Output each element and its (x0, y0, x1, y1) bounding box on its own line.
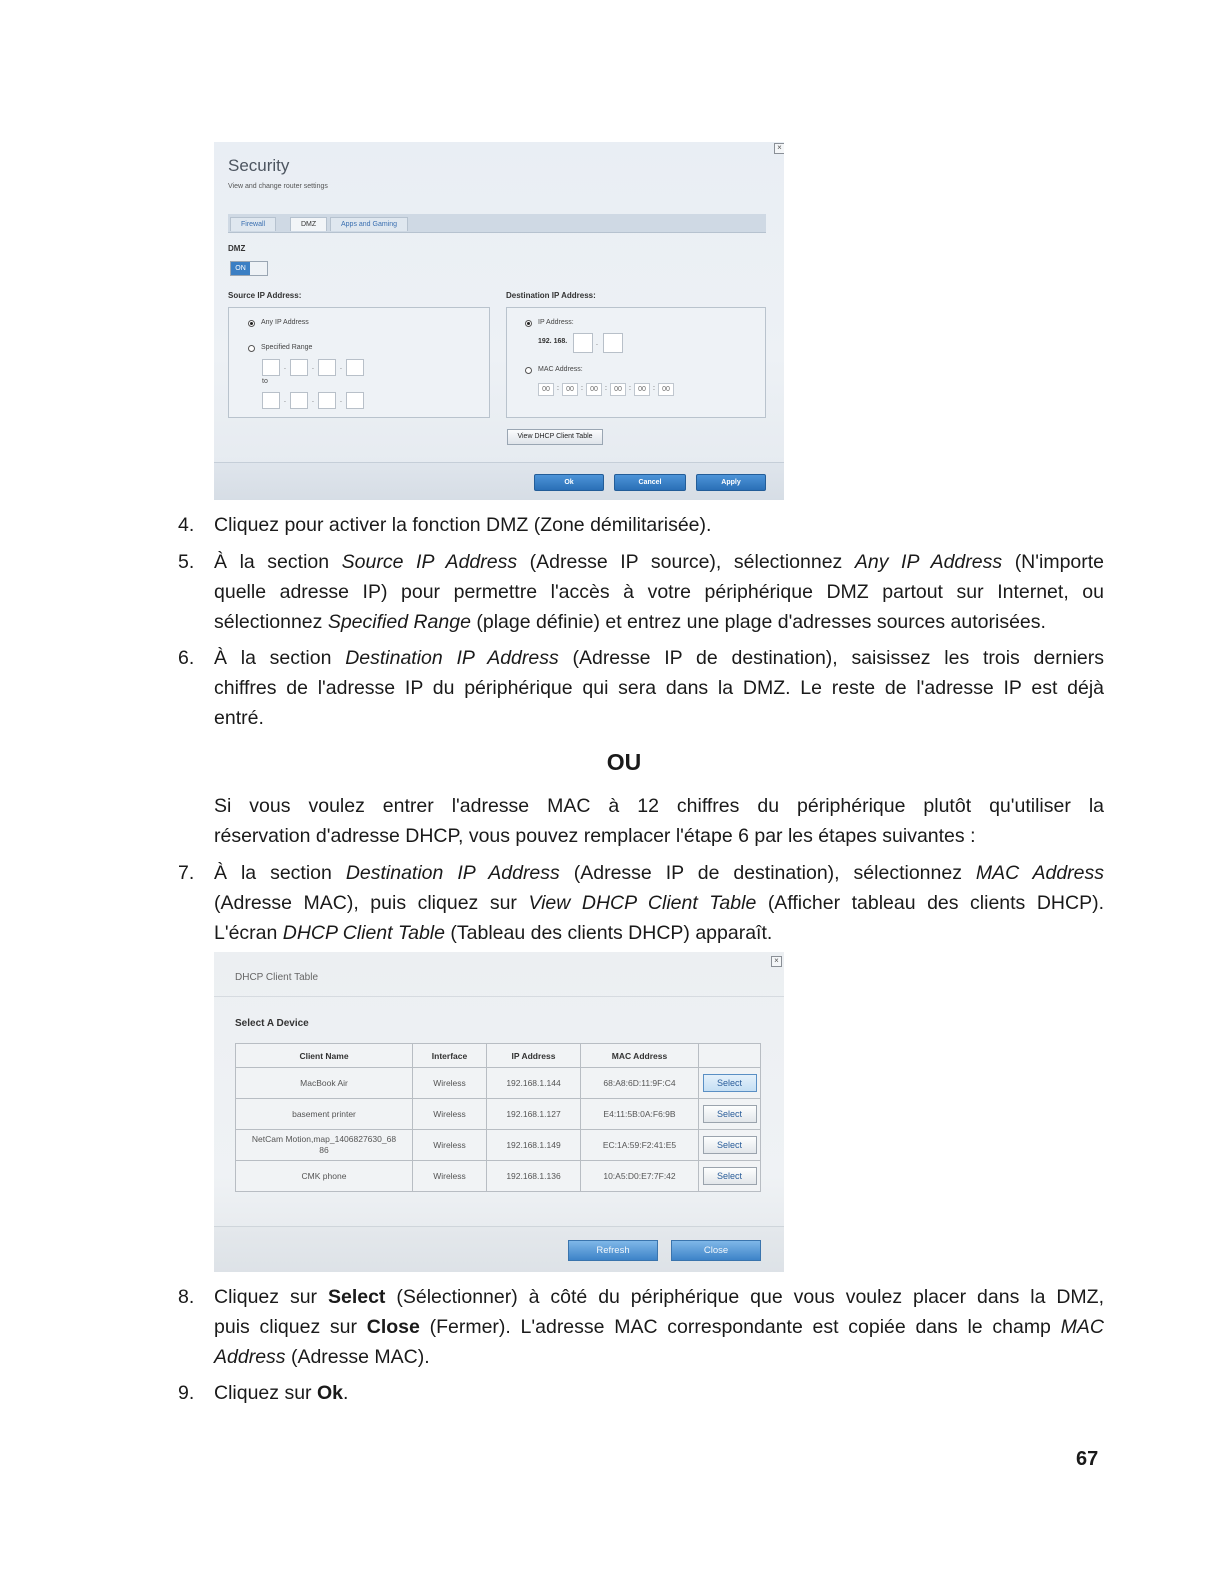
select-button[interactable]: Select (703, 1105, 757, 1123)
column-header: Interface (413, 1044, 487, 1068)
select-device-heading: Select A Device (235, 1018, 309, 1029)
any-ip-radio[interactable] (248, 320, 255, 327)
mac-octet-5-input[interactable]: 00 (634, 383, 650, 396)
interface: Wireless (413, 1130, 487, 1161)
step-9-text: Cliquez sur Ok. (214, 1382, 349, 1404)
mac-octet-3-input[interactable]: 00 (586, 383, 602, 396)
client-name: MacBook Air (236, 1068, 413, 1099)
mac-octet-6-input[interactable]: 00 (658, 383, 674, 396)
page-subtitle: View and change router settings (228, 183, 328, 190)
mac-address: 10:A5:D0:E7:7F:42 (581, 1161, 699, 1192)
tab-apps-and-gaming[interactable]: Apps and Gaming (330, 217, 408, 231)
step-number: 8. (178, 1286, 195, 1308)
interface: Wireless (413, 1161, 487, 1192)
close-icon[interactable]: × (771, 956, 782, 967)
tab-dmz[interactable]: DMZ (290, 217, 327, 231)
ip-address: 192.168.1.144 (487, 1068, 581, 1099)
view-dhcp-client-table-button[interactable]: View DHCP Client Table (507, 429, 603, 445)
refresh-button[interactable]: Refresh (568, 1240, 658, 1261)
action-footer (214, 462, 784, 500)
column-header: MAC Address (581, 1044, 699, 1068)
select-button[interactable]: Select (703, 1074, 757, 1092)
range-start-octet-4[interactable] (346, 359, 364, 376)
mac-address: EC:1A:59:F2:41:E5 (581, 1130, 699, 1161)
range-end-octet-2[interactable] (290, 392, 308, 409)
toggle-on-label: ON (231, 262, 250, 275)
specified-range-radio[interactable] (248, 345, 255, 352)
mac-octet-2-input[interactable]: 00 (562, 383, 578, 396)
security-screenshot (214, 142, 784, 500)
close-icon[interactable]: × (774, 143, 784, 154)
range-end-octet-3[interactable] (318, 392, 336, 409)
ip-address: 192.168.1.149 (487, 1130, 581, 1161)
table-row (236, 1130, 761, 1161)
mac-address: 68:A8:6D:11:9F:C4 (581, 1068, 699, 1099)
table-row (236, 1068, 761, 1099)
client-name: basement printer (236, 1099, 413, 1130)
step-number: 9. (178, 1382, 195, 1404)
close-button[interactable]: Close (671, 1240, 761, 1261)
dmz-label: DMZ (228, 244, 246, 253)
range-start-octet-3[interactable] (318, 359, 336, 376)
column-header: IP Address (487, 1044, 581, 1068)
client-name: CMK phone (236, 1161, 413, 1192)
page-number: 67 (1076, 1448, 1099, 1470)
ip-address-radio[interactable] (525, 320, 532, 327)
cancel-button[interactable]: Cancel (614, 474, 686, 491)
destination-ip-panel: IP Address: 192. 168. . MAC Address: 00 : 00 : 00 : 00 : 00 : 00 (506, 307, 766, 418)
step-number: 4. (178, 514, 195, 536)
source-ip-panel: Any IP Address Specified Range . . . to . . . (228, 307, 490, 418)
table-row (236, 1161, 761, 1192)
step-number: 6. (178, 647, 195, 669)
mac-address-radio[interactable] (525, 367, 532, 374)
dmz-toggle[interactable] (230, 261, 268, 276)
step-4-text: Cliquez pour activer la fonction DMZ (Zone démilitarisée). (214, 514, 712, 536)
select-button[interactable]: Select (703, 1167, 757, 1185)
ip-address-label: IP Address: (538, 319, 574, 326)
table-row (236, 1099, 761, 1130)
step-8-text: Cliquez sur Select (Sélectionner) à côté du périphérique que vous voulez placer dans la DMZ, puis cliquez sur Close (Fermer). L'adresse MAC correspondante est copiée dans le champ MAC Address (Adresse MAC). (214, 1286, 1104, 1368)
step-6-text: À la section Destination IP Address (Adresse IP de destination), saisissez les trois derniers chiffres de l'adresse IP du périphérique qui sera dans la DMZ. Le reste de l'adresse IP est déjà entré. (214, 647, 1104, 729)
range-start-octet-2[interactable] (290, 359, 308, 376)
range-start-octet-1[interactable] (262, 359, 280, 376)
to-label: to (262, 378, 268, 385)
interface: Wireless (413, 1068, 487, 1099)
dialog-header (214, 952, 784, 997)
alternative-text: Si vous voulez entrer l'adresse MAC à 12 chiffres du périphérique plutôt qu'utiliser la réservation d'adresse DHCP, vous pouvez remplacer l'étape 6 par les étapes suivantes : (214, 795, 1104, 847)
ip-octet-4-input[interactable] (603, 333, 623, 353)
step-number: 5. (178, 551, 195, 573)
tab-firewall[interactable]: Firewall (230, 217, 276, 231)
tab-bar (228, 214, 766, 233)
select-button[interactable]: Select (703, 1136, 757, 1154)
dialog-title: DHCP Client Table (235, 972, 319, 983)
any-ip-label: Any IP Address (261, 319, 309, 326)
dhcp-client-table-screenshot (214, 952, 784, 1272)
ok-button[interactable]: Ok (534, 474, 604, 491)
range-end-octet-4[interactable] (346, 392, 364, 409)
dhcp-client-table (235, 1043, 761, 1192)
ip-address: 192.168.1.127 (487, 1099, 581, 1130)
ip-prefix: 192. 168. (538, 338, 568, 345)
mac-octet-4-input[interactable]: 00 (610, 383, 626, 396)
destination-ip-label: Destination IP Address: (506, 291, 596, 300)
page-title: Security (228, 156, 290, 175)
step-5-text: À la section Source IP Address (Adresse IP source), sélectionnez Any IP Address (N'importe quelle adresse IP) pour permettre l'accès à votre périphérique DMZ partout sur Internet, ou sélectionnez Specified Range (plage définie) et entrez une plage d'adresses sources autorisées. (214, 551, 1105, 633)
source-ip-label: Source IP Address: (228, 291, 302, 300)
client-name: NetCam Motion,map_1406827630_68 86 (236, 1130, 413, 1161)
ip-address: 192.168.1.136 (487, 1161, 581, 1192)
step-7-text: À la section Destination IP Address (Adresse IP de destination), sélectionnez MAC Address (Adresse MAC), puis cliquez sur View DHCP Client Table (Afficher tableau des clients DHCP). L'écran DHCP Client Table (Tableau des clients DHCP) apparaît. (214, 862, 1104, 944)
column-header (699, 1044, 761, 1068)
ip-octet-3-input[interactable] (573, 333, 593, 353)
range-end-octet-1[interactable] (262, 392, 280, 409)
column-header: Client Name (236, 1044, 413, 1068)
mac-address-label: MAC Address: (538, 366, 583, 373)
specified-range-label: Specified Range (261, 344, 313, 351)
dialog-footer (214, 1226, 784, 1272)
or-divider: OU (606, 749, 642, 775)
interface: Wireless (413, 1099, 487, 1130)
apply-button[interactable]: Apply (696, 474, 766, 491)
mac-address: E4:11:5B:0A:F6:9B (581, 1099, 699, 1130)
step-number: 7. (178, 862, 195, 884)
mac-octet-1-input[interactable]: 00 (538, 383, 554, 396)
